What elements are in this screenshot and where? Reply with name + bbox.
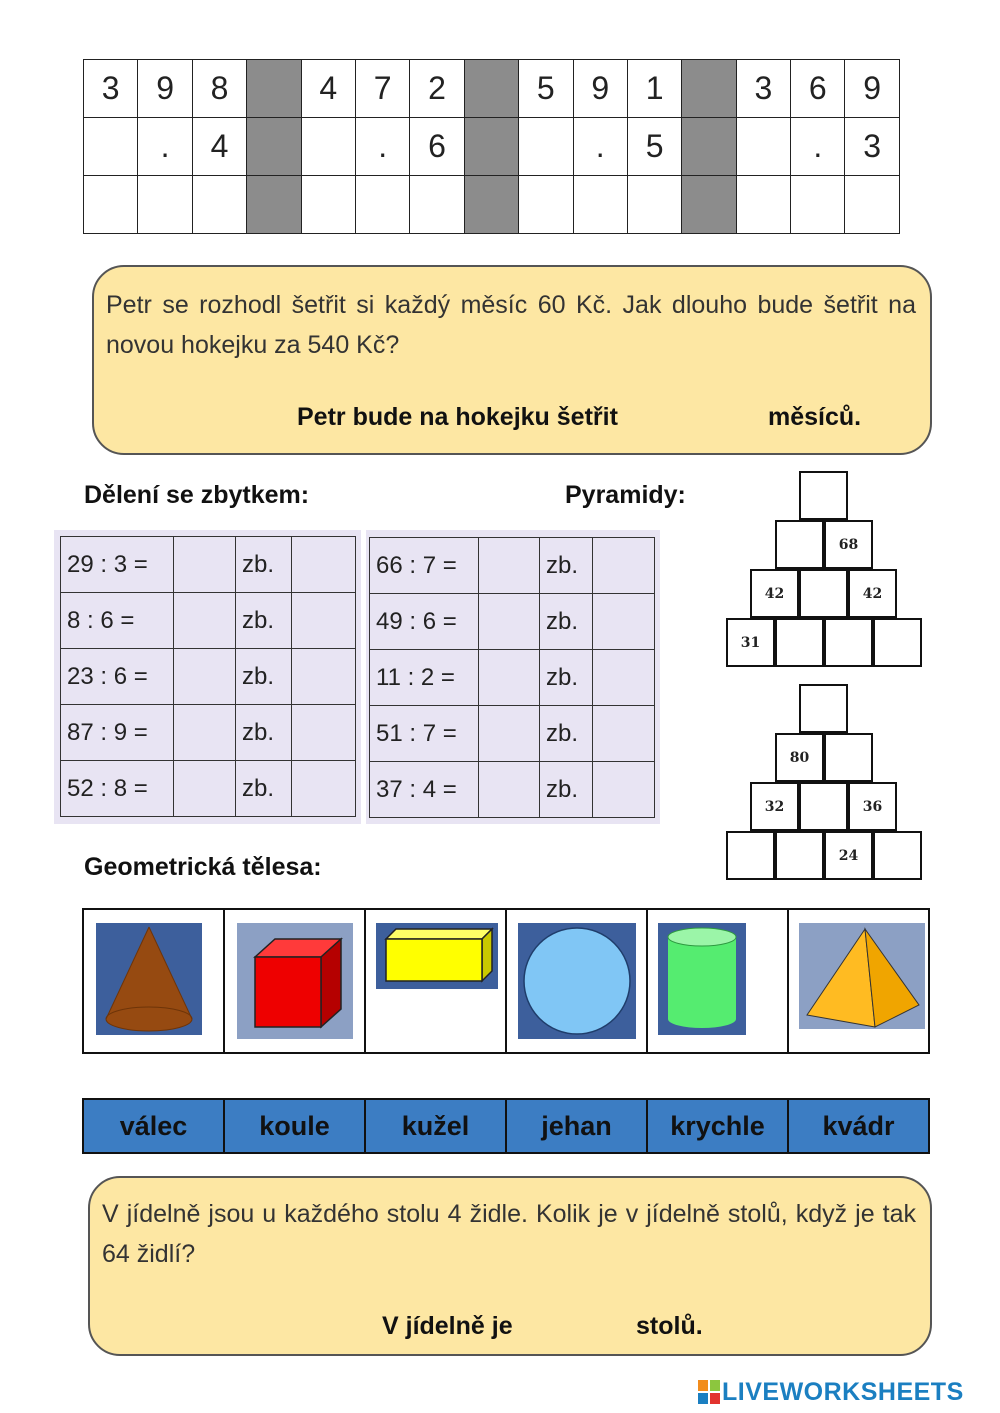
pyramid-cell: 68 (824, 520, 873, 569)
pyramids-heading: Pyramidy: (565, 481, 686, 509)
pyramid-cell[interactable] (824, 733, 873, 782)
pyramid-cell[interactable] (775, 618, 824, 667)
division-row (370, 706, 655, 762)
quotient-input[interactable] (479, 538, 540, 594)
mgrid-cell (84, 118, 138, 176)
remainder-input[interactable] (292, 761, 356, 817)
shape-words-row (82, 1098, 930, 1154)
pyramid-cell: 32 (750, 782, 799, 831)
remainder-input[interactable] (593, 594, 655, 650)
mgrid-separator (464, 60, 518, 118)
mgrid-answer-cell[interactable] (410, 176, 464, 234)
mgrid-cell: 9 (573, 60, 627, 118)
remainder-input[interactable] (593, 650, 655, 706)
word-problem-1 (92, 265, 932, 455)
mgrid-row-factors (84, 60, 900, 118)
mgrid-separator (247, 60, 301, 118)
mgrid-cell: 1 (627, 60, 681, 118)
remainder-label: zb. (540, 650, 593, 706)
remainder-label: zb. (236, 705, 292, 761)
pyramid-cell[interactable] (799, 782, 848, 831)
mgrid-answer-cell[interactable] (355, 176, 409, 234)
problem-1-answer-prefix: Petr bude na hokejku šetřit (297, 403, 618, 431)
pyramid-cell[interactable] (775, 520, 824, 569)
division-row (61, 649, 356, 705)
problem-1-answer-suffix: měsíců. (768, 403, 862, 431)
division-row (370, 538, 655, 594)
quotient-input[interactable] (479, 762, 540, 818)
quotient-input[interactable] (174, 537, 236, 593)
sphere-icon (518, 923, 636, 1039)
mgrid-separator (247, 118, 301, 176)
remainder-input[interactable] (593, 762, 655, 818)
mgrid-cell (736, 118, 790, 176)
pyramid-cell: 42 (750, 569, 799, 618)
mgrid-separator (682, 118, 736, 176)
division-problem: 23 : 6 = (61, 649, 174, 705)
mgrid-cell: 8 (192, 60, 246, 118)
multiplication-grid (83, 59, 900, 234)
quotient-input[interactable] (174, 705, 236, 761)
mgrid-cell: 3 (845, 118, 899, 176)
remainder-label: zb. (236, 649, 292, 705)
shape-drop-target[interactable] (365, 909, 506, 1053)
division-row (61, 537, 356, 593)
quotient-input[interactable] (174, 593, 236, 649)
shape-word[interactable]: koule (224, 1099, 365, 1153)
problem-2-answer-prefix: V jídelně je (382, 1312, 513, 1340)
shape-drop-target[interactable] (83, 909, 224, 1053)
mgrid-answer-cell[interactable] (301, 176, 355, 234)
quotient-input[interactable] (479, 594, 540, 650)
division-row (370, 762, 655, 818)
division-table-left (60, 536, 356, 817)
mgrid-separator (682, 60, 736, 118)
word-problem-2 (88, 1176, 932, 1356)
pyramid-cell: 80 (775, 733, 824, 782)
mgrid-cell: 7 (355, 60, 409, 118)
pyramid-cell[interactable] (824, 618, 873, 667)
mgrid-cell: 3 (84, 60, 138, 118)
quotient-input[interactable] (479, 650, 540, 706)
division-problem: 52 : 8 = (61, 761, 174, 817)
division-row (370, 594, 655, 650)
pyramid-cell[interactable] (799, 684, 848, 733)
mgrid-separator (682, 176, 736, 234)
pyramid-cell[interactable] (775, 831, 824, 880)
shape-word[interactable]: kužel (365, 1099, 506, 1153)
division-row (61, 761, 356, 817)
logo-icon (698, 1380, 720, 1404)
quotient-input[interactable] (174, 649, 236, 705)
problem-2-question: V jídelně jsou u každého stolu 4 židle. Kolik je v jídelně stolů, když je tak 64 židlí? (102, 1200, 916, 1268)
mgrid-cell: . (138, 118, 192, 176)
division-problem: 51 : 7 = (370, 706, 479, 762)
mgrid-cell: 4 (301, 60, 355, 118)
remainder-input[interactable] (292, 649, 356, 705)
liveworksheets-logo (698, 1378, 964, 1407)
pyramid-cell: 24 (824, 831, 873, 880)
remainder-label: zb. (236, 593, 292, 649)
mgrid-cell: 6 (410, 118, 464, 176)
pyramid-cell: 42 (848, 569, 897, 618)
pyramid-cell: 36 (848, 782, 897, 831)
mgrid-cell: 9 (138, 60, 192, 118)
remainder-input[interactable] (292, 537, 356, 593)
mgrid-answer-cell[interactable] (519, 176, 573, 234)
quotient-input[interactable] (174, 761, 236, 817)
mgrid-cell: 9 (845, 60, 899, 118)
mgrid-cell: . (355, 118, 409, 176)
mgrid-cell: 2 (410, 60, 464, 118)
remainder-input[interactable] (593, 706, 655, 762)
pyramid-icon (799, 923, 925, 1029)
problem-2-answer-blank[interactable] (540, 1308, 632, 1342)
pyramid-2 (726, 684, 922, 882)
division-problem: 11 : 2 = (370, 650, 479, 706)
shape-word[interactable]: válec (83, 1099, 224, 1153)
pyramid-1 (726, 471, 922, 669)
pyramid-cell[interactable] (726, 831, 775, 880)
problem-1-question: Petr se rozhodl šetřit si každý měsíc 60 Kč. Jak dlouho bude šetřit na novou hokejku za 540 Kč? (106, 291, 916, 359)
remainder-label: zb. (540, 594, 593, 650)
remainder-label: zb. (540, 706, 593, 762)
mgrid-cell: 6 (791, 60, 845, 118)
shape-word[interactable]: jehan (506, 1099, 647, 1153)
mgrid-answer-cell[interactable] (192, 176, 246, 234)
mgrid-row-answer (84, 176, 900, 234)
problem-1-answer-blank[interactable] (669, 399, 764, 433)
division-problem: 49 : 6 = (370, 594, 479, 650)
remainder-label: zb. (236, 537, 292, 593)
remainder-label: zb. (540, 538, 593, 594)
pyramid-cell: 31 (726, 618, 775, 667)
mgrid-separator (247, 176, 301, 234)
remainder-input[interactable] (593, 538, 655, 594)
pyramid-cell[interactable] (873, 618, 922, 667)
mgrid-separator (464, 176, 518, 234)
logo-text: LIVEWORKSHEETS (722, 1378, 964, 1406)
division-table-right (369, 537, 655, 818)
division-row (61, 593, 356, 649)
pyramid-cell[interactable] (799, 471, 848, 520)
mgrid-answer-cell[interactable] (627, 176, 681, 234)
mgrid-answer-cell[interactable] (845, 176, 899, 234)
mgrid-cell: 5 (519, 60, 573, 118)
pyramid-cell[interactable] (799, 569, 848, 618)
cone-icon (96, 923, 202, 1035)
mgrid-cell: 4 (192, 118, 246, 176)
remainder-input[interactable] (292, 705, 356, 761)
mgrid-separator (464, 118, 518, 176)
mgrid-cell: 5 (627, 118, 681, 176)
shape-drop-target[interactable] (506, 909, 647, 1053)
mgrid-cell: . (573, 118, 627, 176)
cylinder-icon (658, 923, 746, 1035)
shape-drop-target[interactable] (647, 909, 788, 1053)
mgrid-answer-cell[interactable] (791, 176, 845, 234)
remainder-label: zb. (236, 761, 292, 817)
division-problem: 87 : 9 = (61, 705, 174, 761)
mgrid-answer-cell[interactable] (573, 176, 627, 234)
shape-drop-target[interactable] (788, 909, 929, 1053)
quotient-input[interactable] (479, 706, 540, 762)
mgrid-cell (519, 118, 573, 176)
shape-word[interactable]: krychle (647, 1099, 788, 1153)
mgrid-cell: 3 (736, 60, 790, 118)
remainder-input[interactable] (292, 593, 356, 649)
shape-drop-target[interactable] (224, 909, 365, 1053)
division-heading: Dělení se zbytkem: (84, 481, 310, 509)
shape-word[interactable]: kvádr (788, 1099, 929, 1153)
cuboid-icon (376, 923, 498, 989)
remainder-label: zb. (540, 762, 593, 818)
pyramid-cell[interactable] (873, 831, 922, 880)
division-row (61, 705, 356, 761)
division-problem: 8 : 6 = (61, 593, 174, 649)
mgrid-answer-cell[interactable] (84, 176, 138, 234)
division-problem: 37 : 4 = (370, 762, 479, 818)
mgrid-row-multiplier (84, 118, 900, 176)
cube-icon (237, 923, 353, 1039)
mgrid-answer-cell[interactable] (736, 176, 790, 234)
shapes-table (82, 908, 930, 1054)
mgrid-cell: . (791, 118, 845, 176)
problem-2-answer-suffix: stolů. (636, 1312, 703, 1340)
division-problem: 66 : 7 = (370, 538, 479, 594)
division-problem: 29 : 3 = (61, 537, 174, 593)
mgrid-answer-cell[interactable] (138, 176, 192, 234)
division-row (370, 650, 655, 706)
geometry-heading: Geometrická tělesa: (84, 853, 322, 881)
mgrid-cell (301, 118, 355, 176)
